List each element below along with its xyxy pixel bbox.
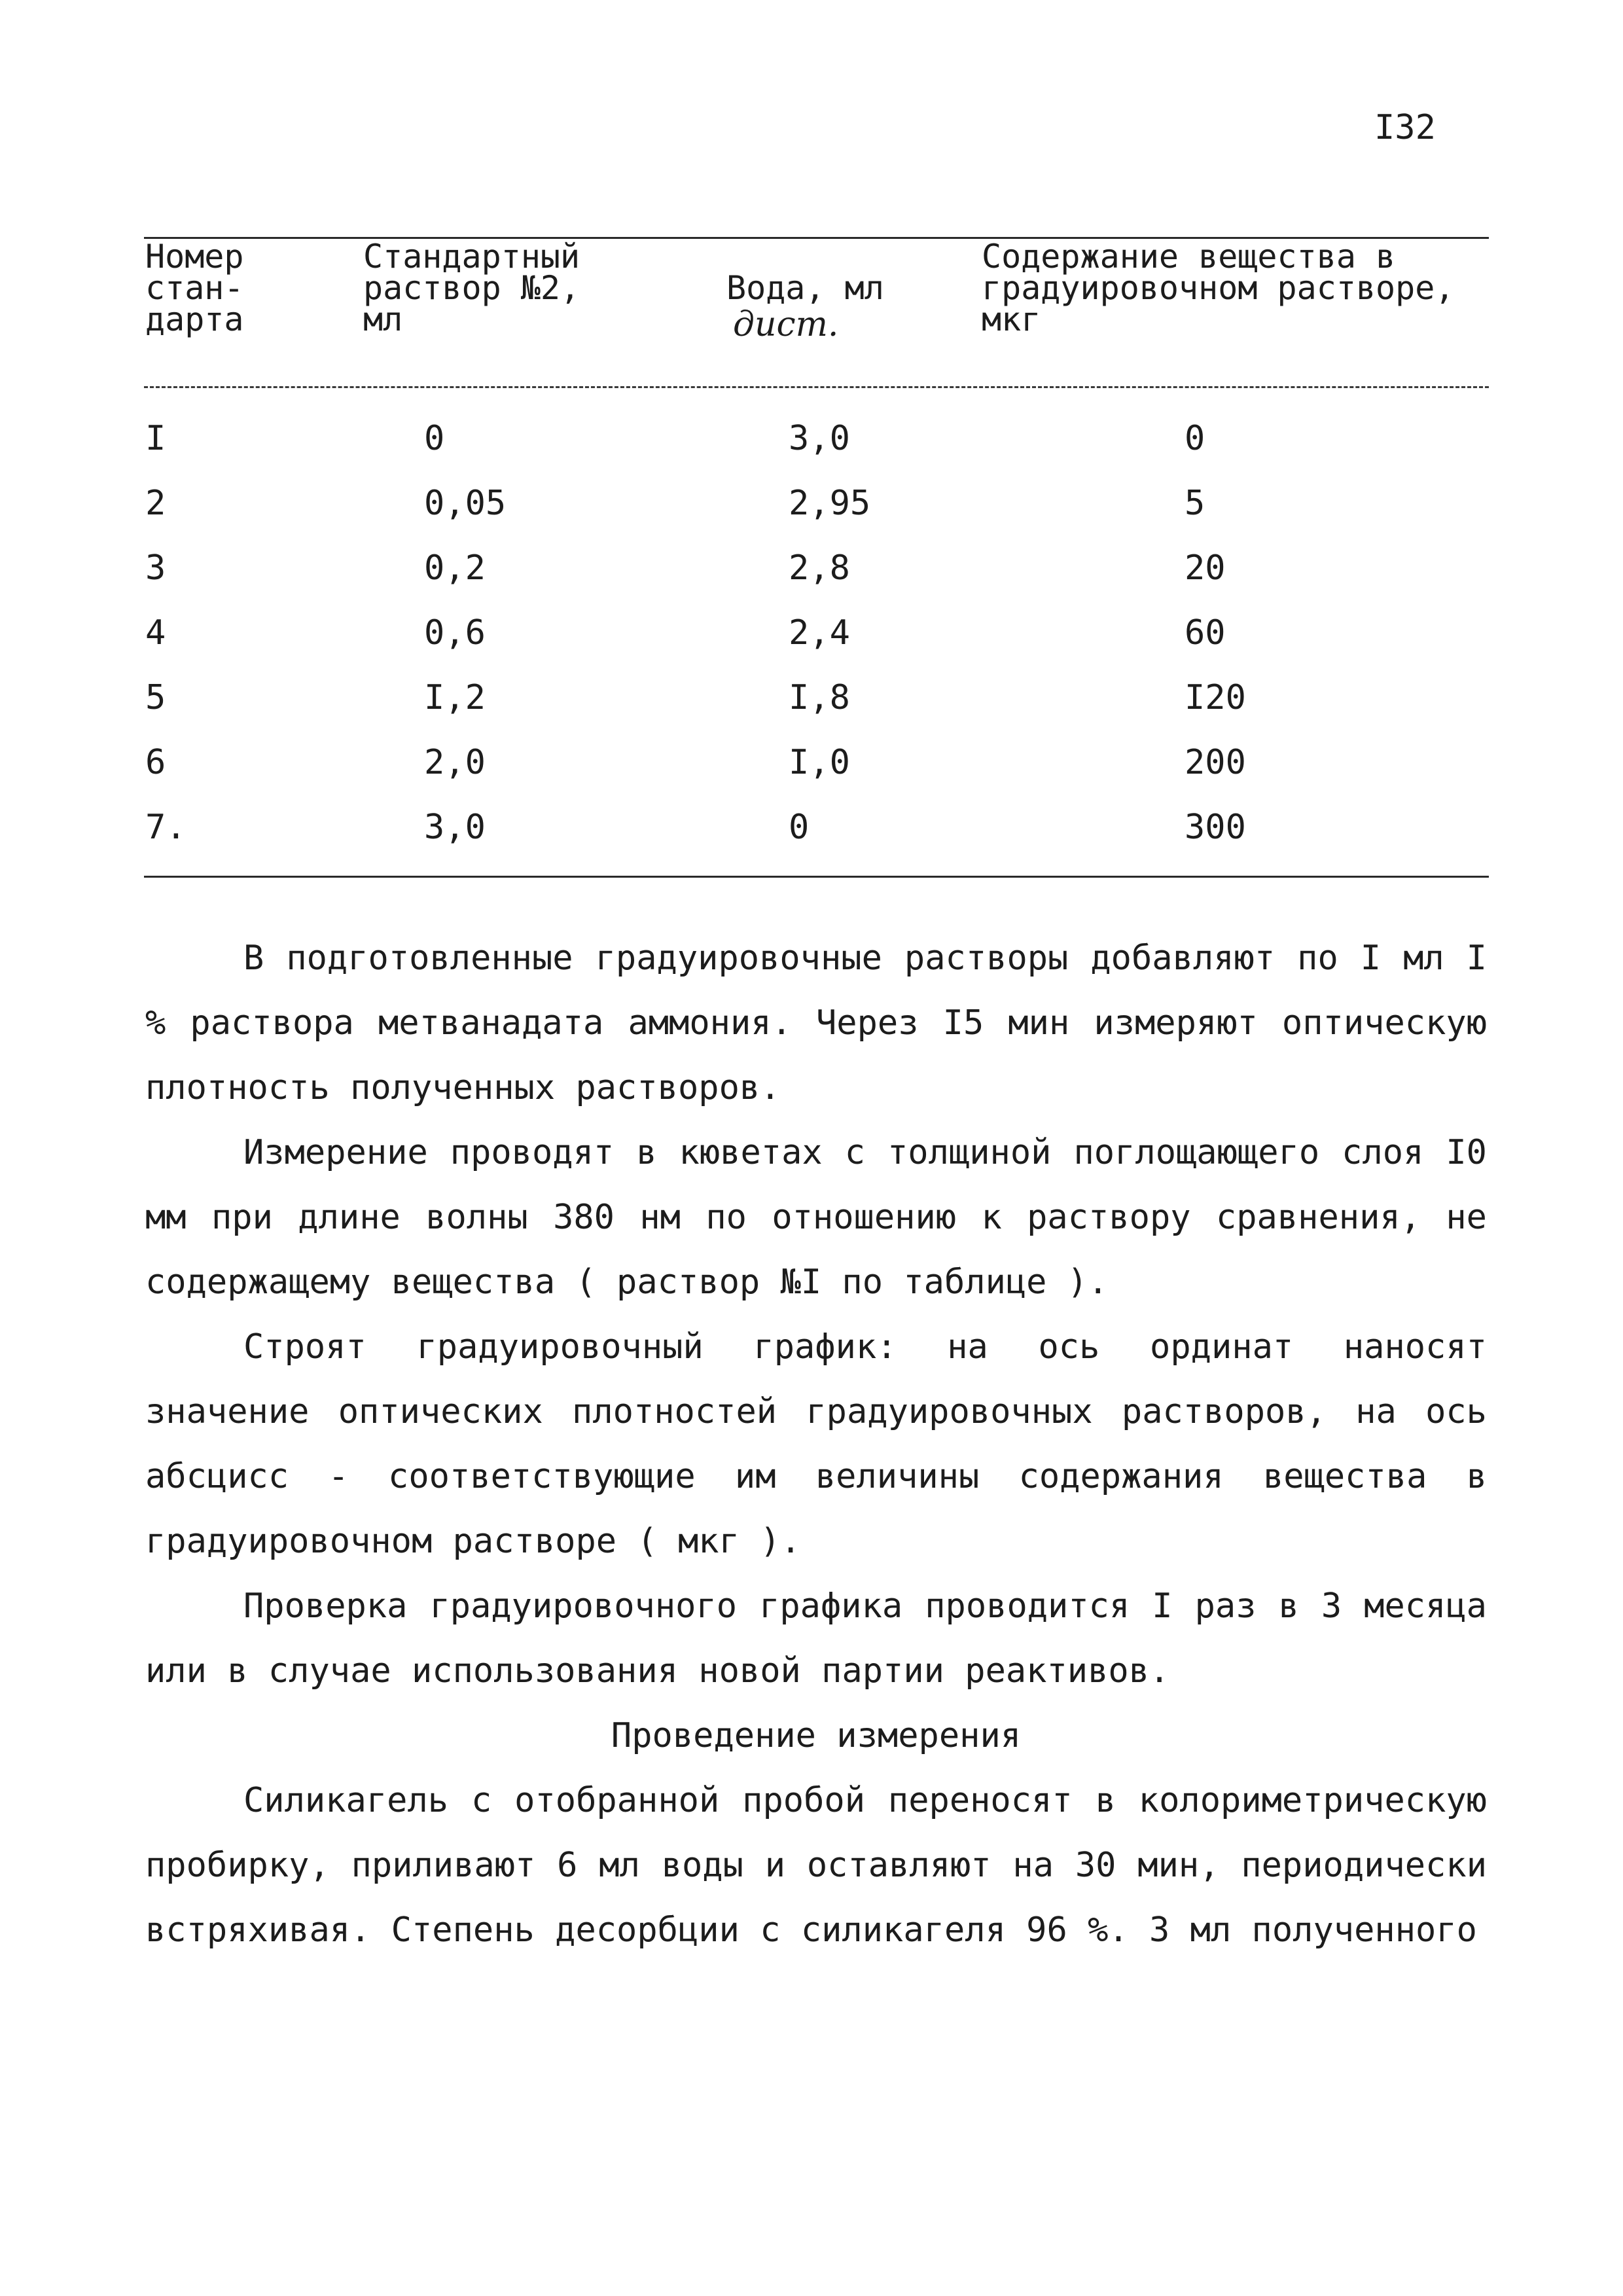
table-cell: 2,0 [424, 743, 486, 782]
table-cell: 5 [1185, 484, 1205, 523]
table-row [0, 610, 1623, 656]
section-heading: Проведение измерения [611, 1716, 1022, 1755]
table-cell: 60 [1185, 613, 1226, 653]
table-row [0, 545, 1623, 591]
table-row [0, 804, 1623, 850]
table-cell: 300 [1185, 808, 1246, 847]
table-cell: 3 [145, 548, 166, 588]
table-cell: 7. [145, 808, 187, 847]
table-row [0, 740, 1623, 785]
table-cell: 0,05 [424, 484, 507, 523]
table-row [0, 675, 1623, 721]
table-cell: 5 [145, 678, 166, 717]
paragraph: Силикагель с отобранной пробой переносят в колориметрическую пробирку, приливают 6 мл воды и оставляют на 30 мин, периодически встряхивая. Степень десорбции с силикагеля 96 %. 3 мл полученного [145, 1781, 1487, 1950]
table-cell: 4 [145, 613, 166, 653]
table-header-standard-solution: Стандартный раствор №2, мл [363, 238, 580, 338]
table-cell: 200 [1185, 743, 1246, 782]
table-cell: I,2 [424, 678, 486, 717]
page-number: I32 [1374, 108, 1436, 147]
paragraph: В подготовленные градуировочные растворы добавляют по I мл I % раствора метванадата аммония. Через I5 мин измеряют оптическую плотность полученных растворов. [145, 939, 1487, 1107]
table-cell: 0 [424, 419, 445, 458]
table-cell: I,8 [789, 678, 850, 717]
table-header-water [726, 241, 884, 372]
table-bottom-rule [144, 876, 1489, 878]
paragraph: Проверка градуировочного графика проводится I раз в 3 месяца или в случае использования новой партии реактивов. [145, 1587, 1487, 1691]
table-header-content: Содержание вещества в градуировочном растворе, мкг [982, 238, 1455, 338]
table-cell: 20 [1185, 548, 1226, 588]
table-cell: 3,0 [424, 808, 486, 847]
table-cell: 6 [145, 743, 166, 782]
paragraph: Строят градуировочный график: на ось ординат наносят значение оптических плотностей градуировочных растворов, на ось абсцисс - соответствующие им величины содержания вещества в градуировочном растворе ( мкг ). [145, 1327, 1487, 1561]
table-header-standard-number: Номер стан- дарта [145, 238, 244, 338]
table-cell: 3,0 [789, 419, 850, 458]
table-cell: 0,6 [424, 613, 486, 653]
table-cell: 2,4 [789, 613, 850, 653]
table-cell: I,0 [789, 743, 850, 782]
table-cell: 0,2 [424, 548, 486, 588]
table-cell: I [145, 419, 166, 458]
table-cell: 2,8 [789, 548, 850, 588]
table-header-water-label: Вода, мл [726, 269, 884, 307]
table-row [0, 416, 1623, 461]
table-cell: 0 [1185, 419, 1205, 458]
table-cell: I20 [1185, 678, 1246, 717]
paragraph: Измерение проводят в кюветах с толщиной поглощающего слоя I0 мм при длине волны 380 нм по отношению к раствору сравнения, не содержащему вещества ( раствор №I по таблице ). [145, 1133, 1487, 1302]
table-cell: 2 [145, 484, 166, 523]
table-row [0, 480, 1623, 526]
table-cell: 2,95 [789, 484, 871, 523]
table-header-rule [144, 386, 1489, 388]
table-cell: 0 [789, 808, 810, 847]
handwritten-note: дист. [733, 305, 839, 344]
